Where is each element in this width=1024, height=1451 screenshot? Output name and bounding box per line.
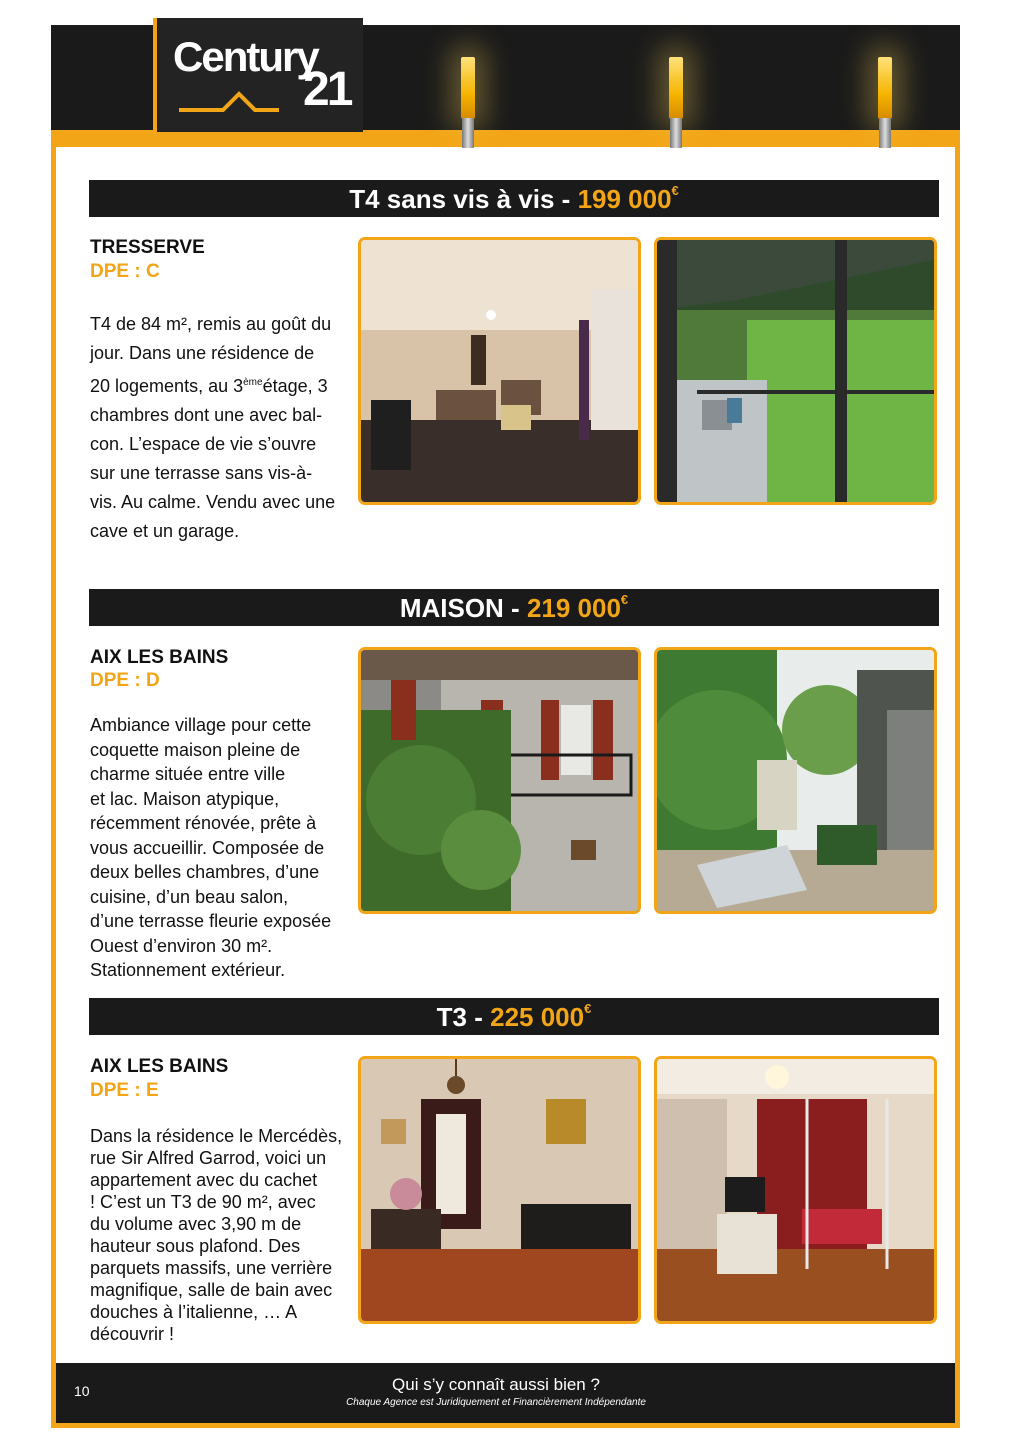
desc-fragment: étage, 3 <box>262 376 328 396</box>
title-separator: - <box>467 1002 491 1032</box>
lamp-icon <box>878 57 892 119</box>
listing-3-dpe: DPE : E <box>90 1080 159 1101</box>
desc-line: Ouest d’environ 30 m². <box>90 935 273 956</box>
listing-2-dpe: DPE : D <box>90 670 160 691</box>
desc-superscript: ème <box>243 377 263 388</box>
desc-line: récemment rénovée, prête à <box>90 813 317 833</box>
title-separator: - <box>503 593 527 623</box>
bedroom-photo <box>654 1056 937 1324</box>
footer-bar <box>56 1363 955 1423</box>
listing-title: MAISON <box>399 593 504 623</box>
desc-line: ! C’est un T3 de 90 m², avec <box>90 1192 316 1212</box>
logo-number: 21 <box>303 63 351 116</box>
title-separator: - <box>554 184 578 214</box>
desc-line: vous accueillir. Composée de <box>90 837 325 858</box>
page-number: 10 <box>74 1383 90 1399</box>
desc-line: et lac. Maison atypique, <box>90 788 280 809</box>
listing-2-description <box>90 713 343 983</box>
listing-3-town: AIX LES BAINS <box>90 1056 229 1077</box>
desc-line: deux belles chambres, d’une <box>90 862 320 882</box>
desc-line: jour. Dans une résidence de <box>90 343 315 363</box>
currency-sign: € <box>671 183 679 198</box>
listing-1-dpe: DPE : C <box>90 261 160 282</box>
garden-terrace-photo <box>654 647 937 914</box>
desc-line: appartement avec du cachet <box>90 1170 318 1190</box>
desc-line: T4 de 84 m², remis au goût du <box>90 314 332 334</box>
desc-line: Dans la résidence le Mercédès, <box>90 1126 343 1146</box>
desc-line: d’une terrasse fleurie exposée <box>90 911 332 931</box>
desc-line: charme située entre ville <box>90 764 286 784</box>
listing-3-title-bar <box>89 998 939 1035</box>
desc-line: douches à l’italienne, … A <box>90 1302 298 1322</box>
listing-title: T4 sans vis à vis <box>349 184 555 214</box>
desc-line: rue Sir Alfred Garrod, voici un <box>90 1148 327 1168</box>
listing-title: T3 <box>436 1002 467 1032</box>
house-facade-photo <box>358 647 641 914</box>
desc-line: hauteur sous plafond. Des <box>90 1236 301 1256</box>
desc-line: du volume avec 3,90 m de <box>90 1214 302 1234</box>
lamp-post <box>462 118 474 148</box>
listing-1-description <box>90 310 343 546</box>
currency-sign: € <box>584 1001 592 1016</box>
listing-price: 199 000 <box>577 184 672 214</box>
footer-disclaimer: Chaque Agence est Juridiquement et Financièrement Indépendante <box>346 1397 646 1408</box>
listing-price: 219 000 <box>526 593 621 623</box>
roof-icon <box>179 90 297 112</box>
desc-line: Ambiance village pour cette <box>90 715 312 735</box>
desc-line: cuisine, d’un beau salon, <box>90 886 289 907</box>
listing-1-town: TRESSERVE <box>90 237 205 258</box>
listing-price: 225 000 <box>490 1002 585 1032</box>
listing-2-title-bar <box>89 589 939 626</box>
desc-line: Stationnement extérieur. <box>90 960 286 980</box>
lamp-post <box>670 118 682 148</box>
listing-2-town: AIX LES BAINS <box>90 647 229 668</box>
desc-line: parquets massifs, une verrière <box>90 1258 333 1278</box>
currency-sign: € <box>620 592 629 607</box>
desc-line: sur une terrasse sans vis-à- <box>90 463 313 483</box>
living-room-photo <box>358 237 641 505</box>
century21-logo <box>153 18 363 136</box>
footer-slogan: Qui s’y connaît aussi bien ? <box>392 1375 600 1394</box>
desc-line: con. L’espace de vie s’ouvre <box>90 434 317 454</box>
salon-photo <box>358 1056 641 1324</box>
desc-line: cave et un garage. <box>90 521 240 541</box>
desc-line: chambres dont une avec bal- <box>90 405 323 425</box>
logo-word: Century <box>173 33 318 80</box>
desc-fragment: 20 logements, au 3 <box>90 376 244 396</box>
listing-3-description <box>90 1125 343 1345</box>
balcony-photo <box>654 237 937 505</box>
desc-line: découvrir ! <box>90 1324 175 1344</box>
lamp-post <box>879 118 891 148</box>
desc-line: vis. Au calme. Vendu avec une <box>90 492 336 512</box>
desc-line: coquette maison pleine de <box>90 739 301 760</box>
desc-line: magnifique, salle de bain avec <box>90 1280 333 1300</box>
desc-line <box>90 368 343 401</box>
listing-1-title-bar <box>89 180 939 217</box>
lamp-icon <box>669 57 683 119</box>
lamp-icon <box>461 57 475 119</box>
